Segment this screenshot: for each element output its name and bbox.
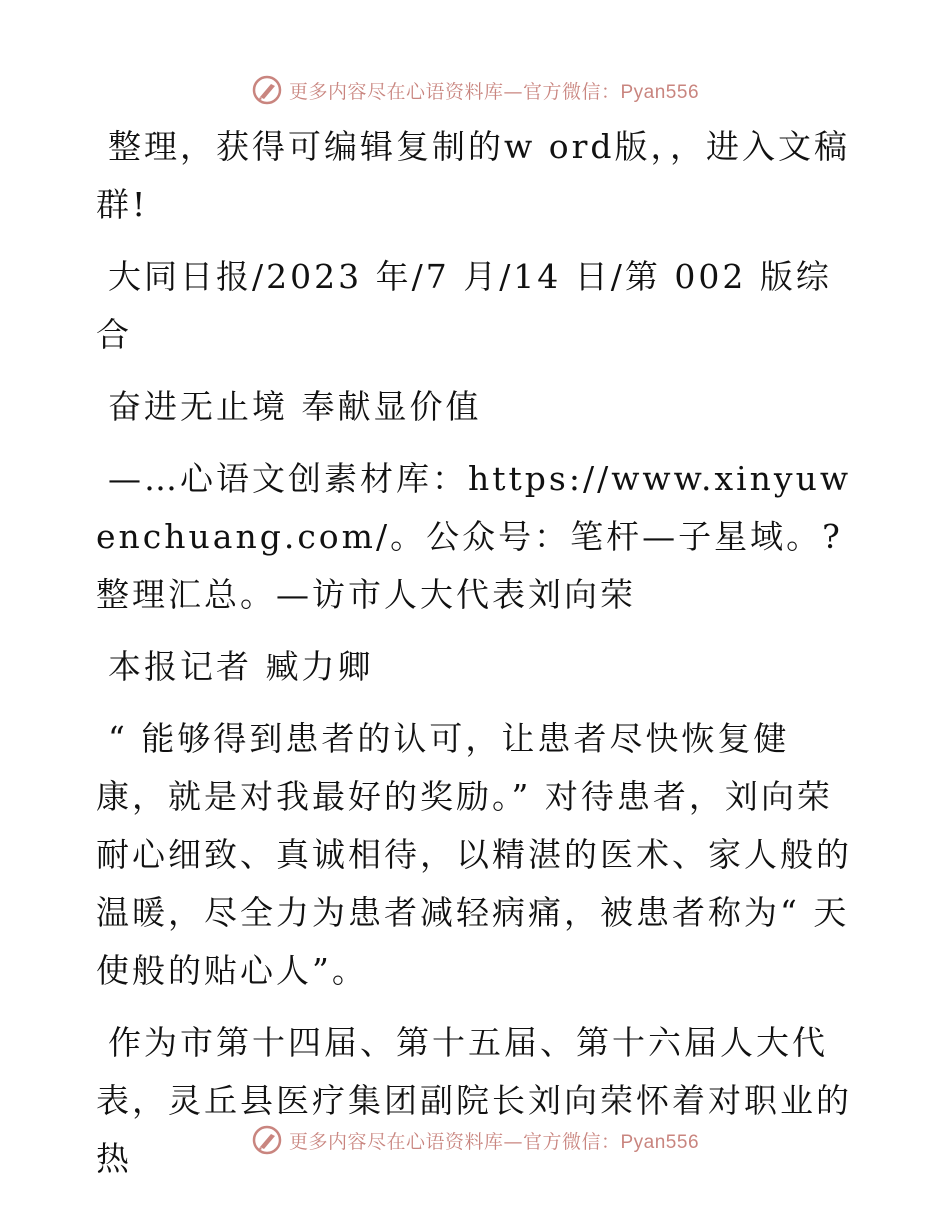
newspaper-source-line: 大同日报/2023 年/7 月/14 日/第 002 版综合 — [96, 257, 832, 354]
pen-logo-icon — [251, 74, 283, 106]
article-title: 奋进无止境 奉献显价值 — [108, 387, 482, 426]
body-paragraph: “ 能够得到患者的认可，让患者尽快恢复健康，就是对我最好的奖励。” 对待患者，刘向荣耐心细致、真诚相待，以精湛的医术、家人般的温暖，尽全力为患者减轻病痛，被患者称为“ 天使般的贴心人”。 — [96, 719, 852, 990]
watermark-text: 更多内容尽在心语资料库—官方微信：Pyan556 — [288, 1130, 700, 1153]
document-body — [96, 118, 856, 1202]
reporter-byline: 本报记者 臧力卿 — [108, 647, 374, 686]
pen-logo-icon — [251, 1124, 283, 1156]
watermark-text: 更多内容尽在心语资料库—官方微信：Pyan556 — [288, 80, 700, 103]
header-watermark — [0, 70, 950, 110]
intro-paragraph: 整理，获得可编辑复制的w ord版，，进入文稿群! — [96, 127, 851, 224]
footer-watermark — [0, 1120, 950, 1160]
body-paragraph: 作为市第十四届、第十五届、第十六届人大代表，灵丘县医疗集团副院长刘向荣怀着对职业的热 — [96, 1023, 852, 1178]
article-subtitle: —…心语文创素材库：https://www.xinyuwenchuang.com/。公众号：笔杆—子星域。?整理汇总。—访市人大代表刘向荣 — [96, 459, 852, 614]
